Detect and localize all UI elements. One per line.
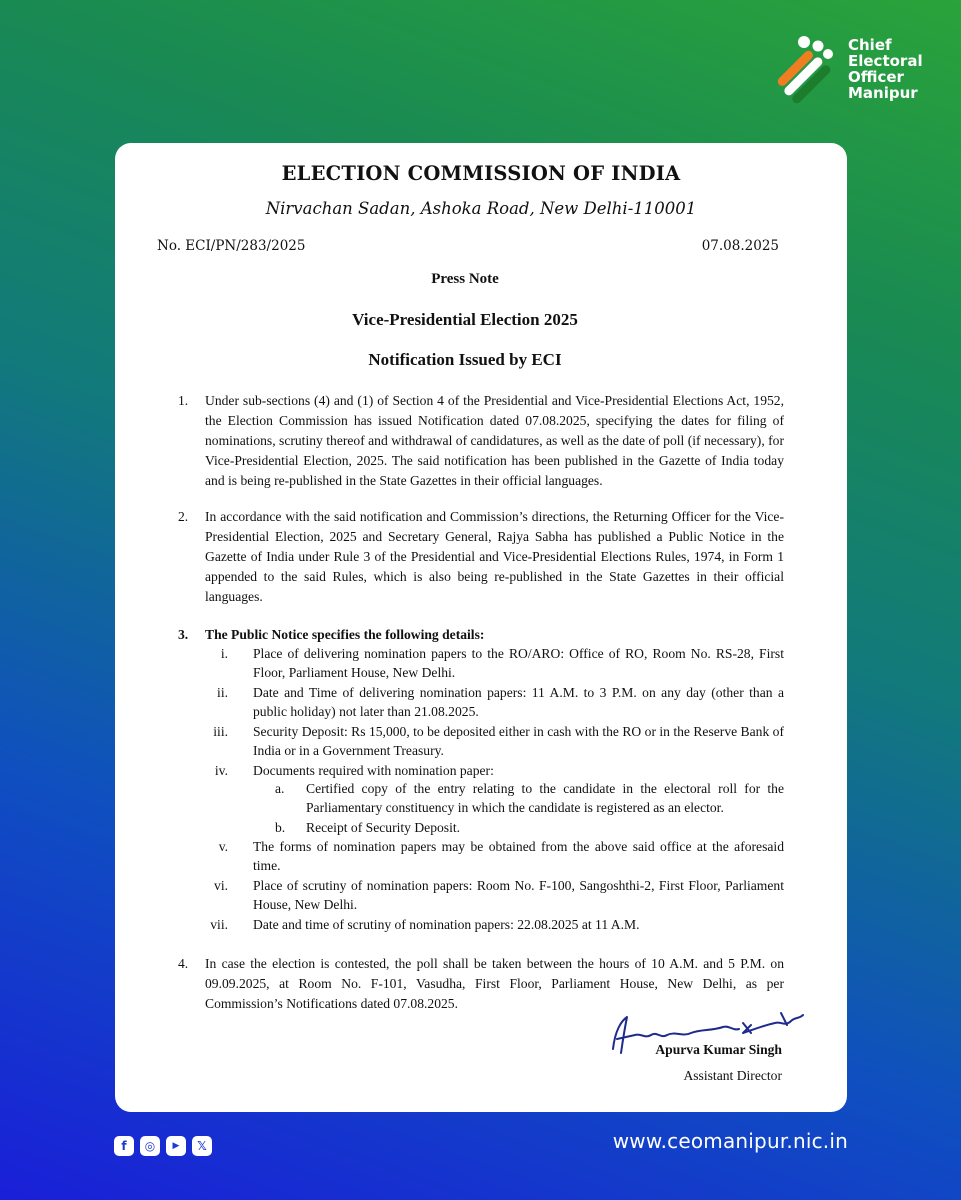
signatory-title: Assistant Director xyxy=(683,1068,782,1083)
paragraph-number: 2. xyxy=(178,509,189,524)
item-letter: a. xyxy=(275,781,285,796)
detail-text: The forms of nomination papers may be obtained from the above said office at the aforesaid time. xyxy=(253,839,784,873)
detail-item xyxy=(178,684,784,721)
paragraph xyxy=(178,954,784,1014)
document-date: 07.08.2025 xyxy=(701,238,779,254)
detail-numeral: iii. xyxy=(213,724,228,739)
detail-numeral: iv. xyxy=(214,763,228,778)
youtube-icon[interactable]: ▶ xyxy=(166,1136,186,1156)
paragraph-text: Under sub-sections (4) and (1) of Section 4 of the Presidential and Vice-Presidential Elections Act, 1952, the Election Commission has issued Notification dated 07.08.2025, specifying the dates for filing of nominations, scrutiny thereof and withdrawal of candidatures, as well as the date of poll (if necessary), for Vice-Presidential Election, 2025. The said notification has been published in the Gazette of India today and is being re-published in the State Gazettes in their official languages. xyxy=(205,393,784,488)
detail-item xyxy=(178,916,784,935)
detail-item xyxy=(178,877,784,914)
paragraph-text: The Public Notice specifies the following details: xyxy=(205,627,485,642)
signatory-name: Apurva Kumar Singh xyxy=(655,1042,782,1057)
detail-item xyxy=(178,838,784,875)
detail-text: Date and Time of delivering nomination papers: 11 A.M. to 3 P.M. on any day (other than a public holiday) not later than 21.08.2025. xyxy=(253,685,784,719)
paragraph-number: 3. xyxy=(178,627,189,642)
facebook-icon[interactable]: f xyxy=(114,1136,134,1156)
brand-line: Chief xyxy=(848,36,892,54)
paragraph-number: 1. xyxy=(178,393,189,408)
detail-numeral: vii. xyxy=(210,917,228,932)
x-icon[interactable]: 𝕏 xyxy=(192,1136,212,1156)
detail-text: Security Deposit: Rs 15,000, to be deposited either in cash with the RO or in the Reserve Bank of India or in a Government Treasury. xyxy=(253,724,784,758)
detail-text: Date and time of scrutiny of nomination papers: 22.08.2025 at 11 A.M. xyxy=(253,917,640,932)
item-letter: b. xyxy=(275,820,286,835)
detail-text: Place of delivering nomination papers to the RO/ARO: Office of RO, Room No. RS-28, First Floor, Parliament House, New Delhi. xyxy=(253,646,784,680)
brand-line: Electoral xyxy=(848,52,923,70)
press-note-document xyxy=(115,143,847,1112)
brand-line: Manipur xyxy=(848,84,918,102)
detail-item xyxy=(178,645,784,682)
item-text: Certified copy of the entry relating to the candidate in the electoral roll for the Parliamentary constituency in which the candidate is registered as an elector. xyxy=(306,781,784,815)
detail-numeral: i. xyxy=(220,646,228,661)
org-name: ELECTION COMMISSION OF INDIA xyxy=(281,162,681,185)
brand-name xyxy=(848,37,923,101)
paragraph-text: In accordance with the said notification and Commission’s directions, the Returning Officer for the Vice-Presidential Election, 2025 and Secretary General, Rajya Sabha has published a Public Notice in the Gazette of India under Rule 3 of the Presidential and Vice-Presidential Elections Rules, 1974, in Form 1 appended to the said Rules, which is also being re-published in the State Gazettes in their official languages. xyxy=(205,509,784,604)
detail-numeral: v. xyxy=(218,839,228,854)
website-link[interactable]: www.ceomanipur.nic.in xyxy=(612,1129,848,1153)
reference-number: No. ECI/PN/283/2025 xyxy=(157,238,306,254)
org-address: Nirvachan Sadan, Ashoka Road, New Delhi-110001 xyxy=(265,199,697,218)
item-text: Receipt of Security Deposit. xyxy=(306,820,461,835)
ceo-manipur-logo xyxy=(776,34,936,106)
document-required-item xyxy=(275,780,784,817)
detail-numeral: ii. xyxy=(217,685,228,700)
document-subtitle: Notification Issued by ECI xyxy=(368,350,562,369)
brand-line: Officer xyxy=(848,68,904,86)
document-required-item xyxy=(275,819,784,838)
detail-numeral: vi. xyxy=(214,878,228,893)
instagram-icon[interactable]: ◎ xyxy=(140,1136,160,1156)
detail-text: Documents required with nomination paper: xyxy=(253,763,494,778)
paragraph xyxy=(178,625,784,645)
press-note-label: Press Note xyxy=(431,271,499,287)
ballot-hand-icon xyxy=(776,34,840,104)
detail-item xyxy=(178,762,784,781)
detail-item xyxy=(178,723,784,760)
detail-text: Place of scrutiny of nomination papers: Room No. F-100, Sangoshthi-2, First Floor, Parliament House, New Delhi. xyxy=(253,878,784,912)
paragraph xyxy=(178,391,784,491)
paragraph xyxy=(178,507,784,607)
paragraph-text: In case the election is contested, the poll shall be taken between the hours of 10 A.M. and 5 P.M. on 09.09.2025, at Room No. F-101, Vasudha, First Floor, Parliament House, New Delhi, as per Commission’s Notifications dated 07.08.2025. xyxy=(205,956,784,1011)
press-note-card xyxy=(115,143,847,1112)
document-title: Vice-Presidential Election 2025 xyxy=(352,310,578,329)
paragraph-number: 4. xyxy=(178,956,189,971)
